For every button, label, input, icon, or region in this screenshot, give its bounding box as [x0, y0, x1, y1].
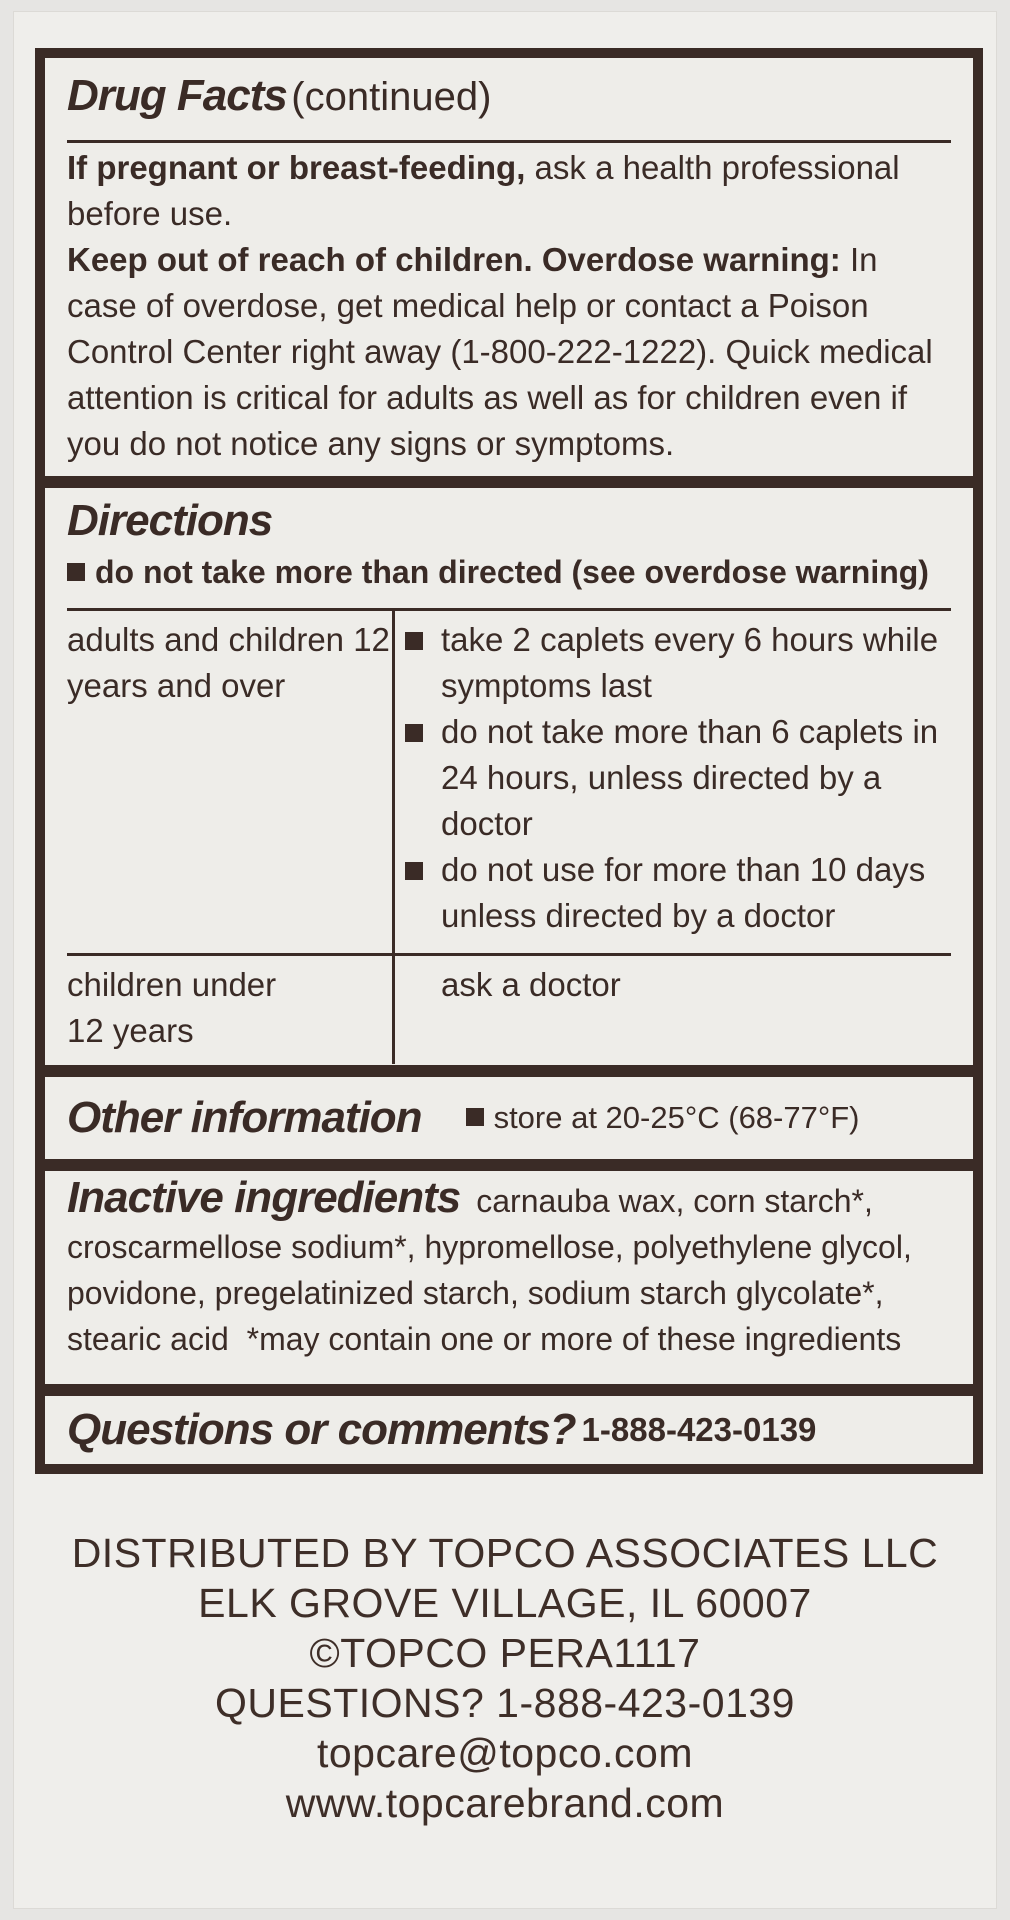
storage-info	[466, 1095, 860, 1141]
bullet-square-icon	[405, 862, 423, 880]
address-line: ELK GROVE VILLAGE, IL 60007	[198, 1580, 812, 1626]
questions-phone: 1-888-423-0139	[581, 1411, 817, 1448]
copyright-line: ©TOPCO PERA1117	[309, 1630, 701, 1676]
drug-facts-continued-panel	[45, 58, 973, 476]
inactive-ingredients-text: carnauba wax, corn starch*, croscarmellose sodium*, hypromellose, polyethylene glycol, povidone, pregelatinized starch, sodium starch glycolate*, stearic acid *may contain one or more of these ingredients	[67, 1183, 921, 1357]
directions-warning	[67, 550, 951, 594]
questions-title: Questions or comments?	[67, 1405, 576, 1454]
directions-warning-text: do not take more than directed (see overdose warning)	[95, 554, 929, 590]
children-directions: ask a doctor	[441, 966, 621, 1003]
pregnancy-warning-text: ask a health professional before use.	[67, 149, 900, 232]
bullet-square-icon	[67, 563, 85, 581]
direction-text: take 2 caplets every 6 hours while symptoms last	[441, 621, 939, 704]
age-group-adults: adults and children 12 years and over	[67, 611, 395, 953]
inactive-ingredients-panel	[45, 1171, 973, 1384]
pregnancy-warning	[67, 145, 951, 237]
other-information-panel	[45, 1077, 973, 1159]
storage-info-text: store at 20-25°C (68-77°F)	[493, 1100, 860, 1135]
age-group-children: children under 12 years	[67, 956, 395, 1064]
bullet-square-icon	[405, 724, 423, 742]
questions-line: QUESTIONS? 1-888-423-0139	[215, 1680, 795, 1726]
directions-title: Directions	[67, 496, 273, 545]
drug-facts-title: Drug Facts	[67, 71, 287, 120]
pregnancy-warning-bold: If pregnant or breast-feeding,	[67, 149, 526, 186]
questions-panel	[45, 1396, 973, 1464]
overdose-warning-bold: Keep out of reach of children. Overdose warning:	[67, 241, 841, 278]
list-item	[441, 709, 951, 847]
overdose-warning-text: In case of overdose, get medical help or contact a Poison Control Center right away (1-800-222-1222). Quick medical attention is critical for adults as well as for children even if you do not notice any signs or symptoms.	[67, 241, 933, 462]
drug-facts-box	[35, 48, 983, 1474]
directions-table	[67, 608, 951, 1064]
directions-panel	[45, 488, 973, 1065]
adult-directions	[395, 611, 951, 953]
bullet-square-icon	[405, 632, 423, 650]
list-item	[441, 617, 951, 709]
inactive-ingredients-block	[67, 1175, 951, 1362]
bullet-square-icon	[466, 1108, 484, 1126]
drug-facts-title-suffix: (continued)	[291, 75, 492, 119]
inactive-ingredients-title: Inactive ingredients	[67, 1173, 461, 1222]
direction-text: do not use for more than 10 days unless directed by a doctor	[441, 851, 926, 934]
website-line: www.topcarebrand.com	[285, 1780, 725, 1826]
direction-text: do not take more than 6 caplets in 24 hours, unless directed by a doctor	[441, 713, 939, 842]
email-line: topcare@topco.com	[316, 1730, 694, 1776]
distributor-info	[0, 1528, 1010, 1828]
list-item	[441, 847, 951, 939]
other-information-title: Other information	[67, 1093, 422, 1142]
table-row	[67, 953, 951, 1064]
overdose-warning	[67, 237, 951, 467]
title-rule	[67, 140, 951, 143]
distributor-line: DISTRIBUTED BY TOPCO ASSOCIATES LLC	[71, 1530, 939, 1576]
table-row	[67, 608, 951, 953]
